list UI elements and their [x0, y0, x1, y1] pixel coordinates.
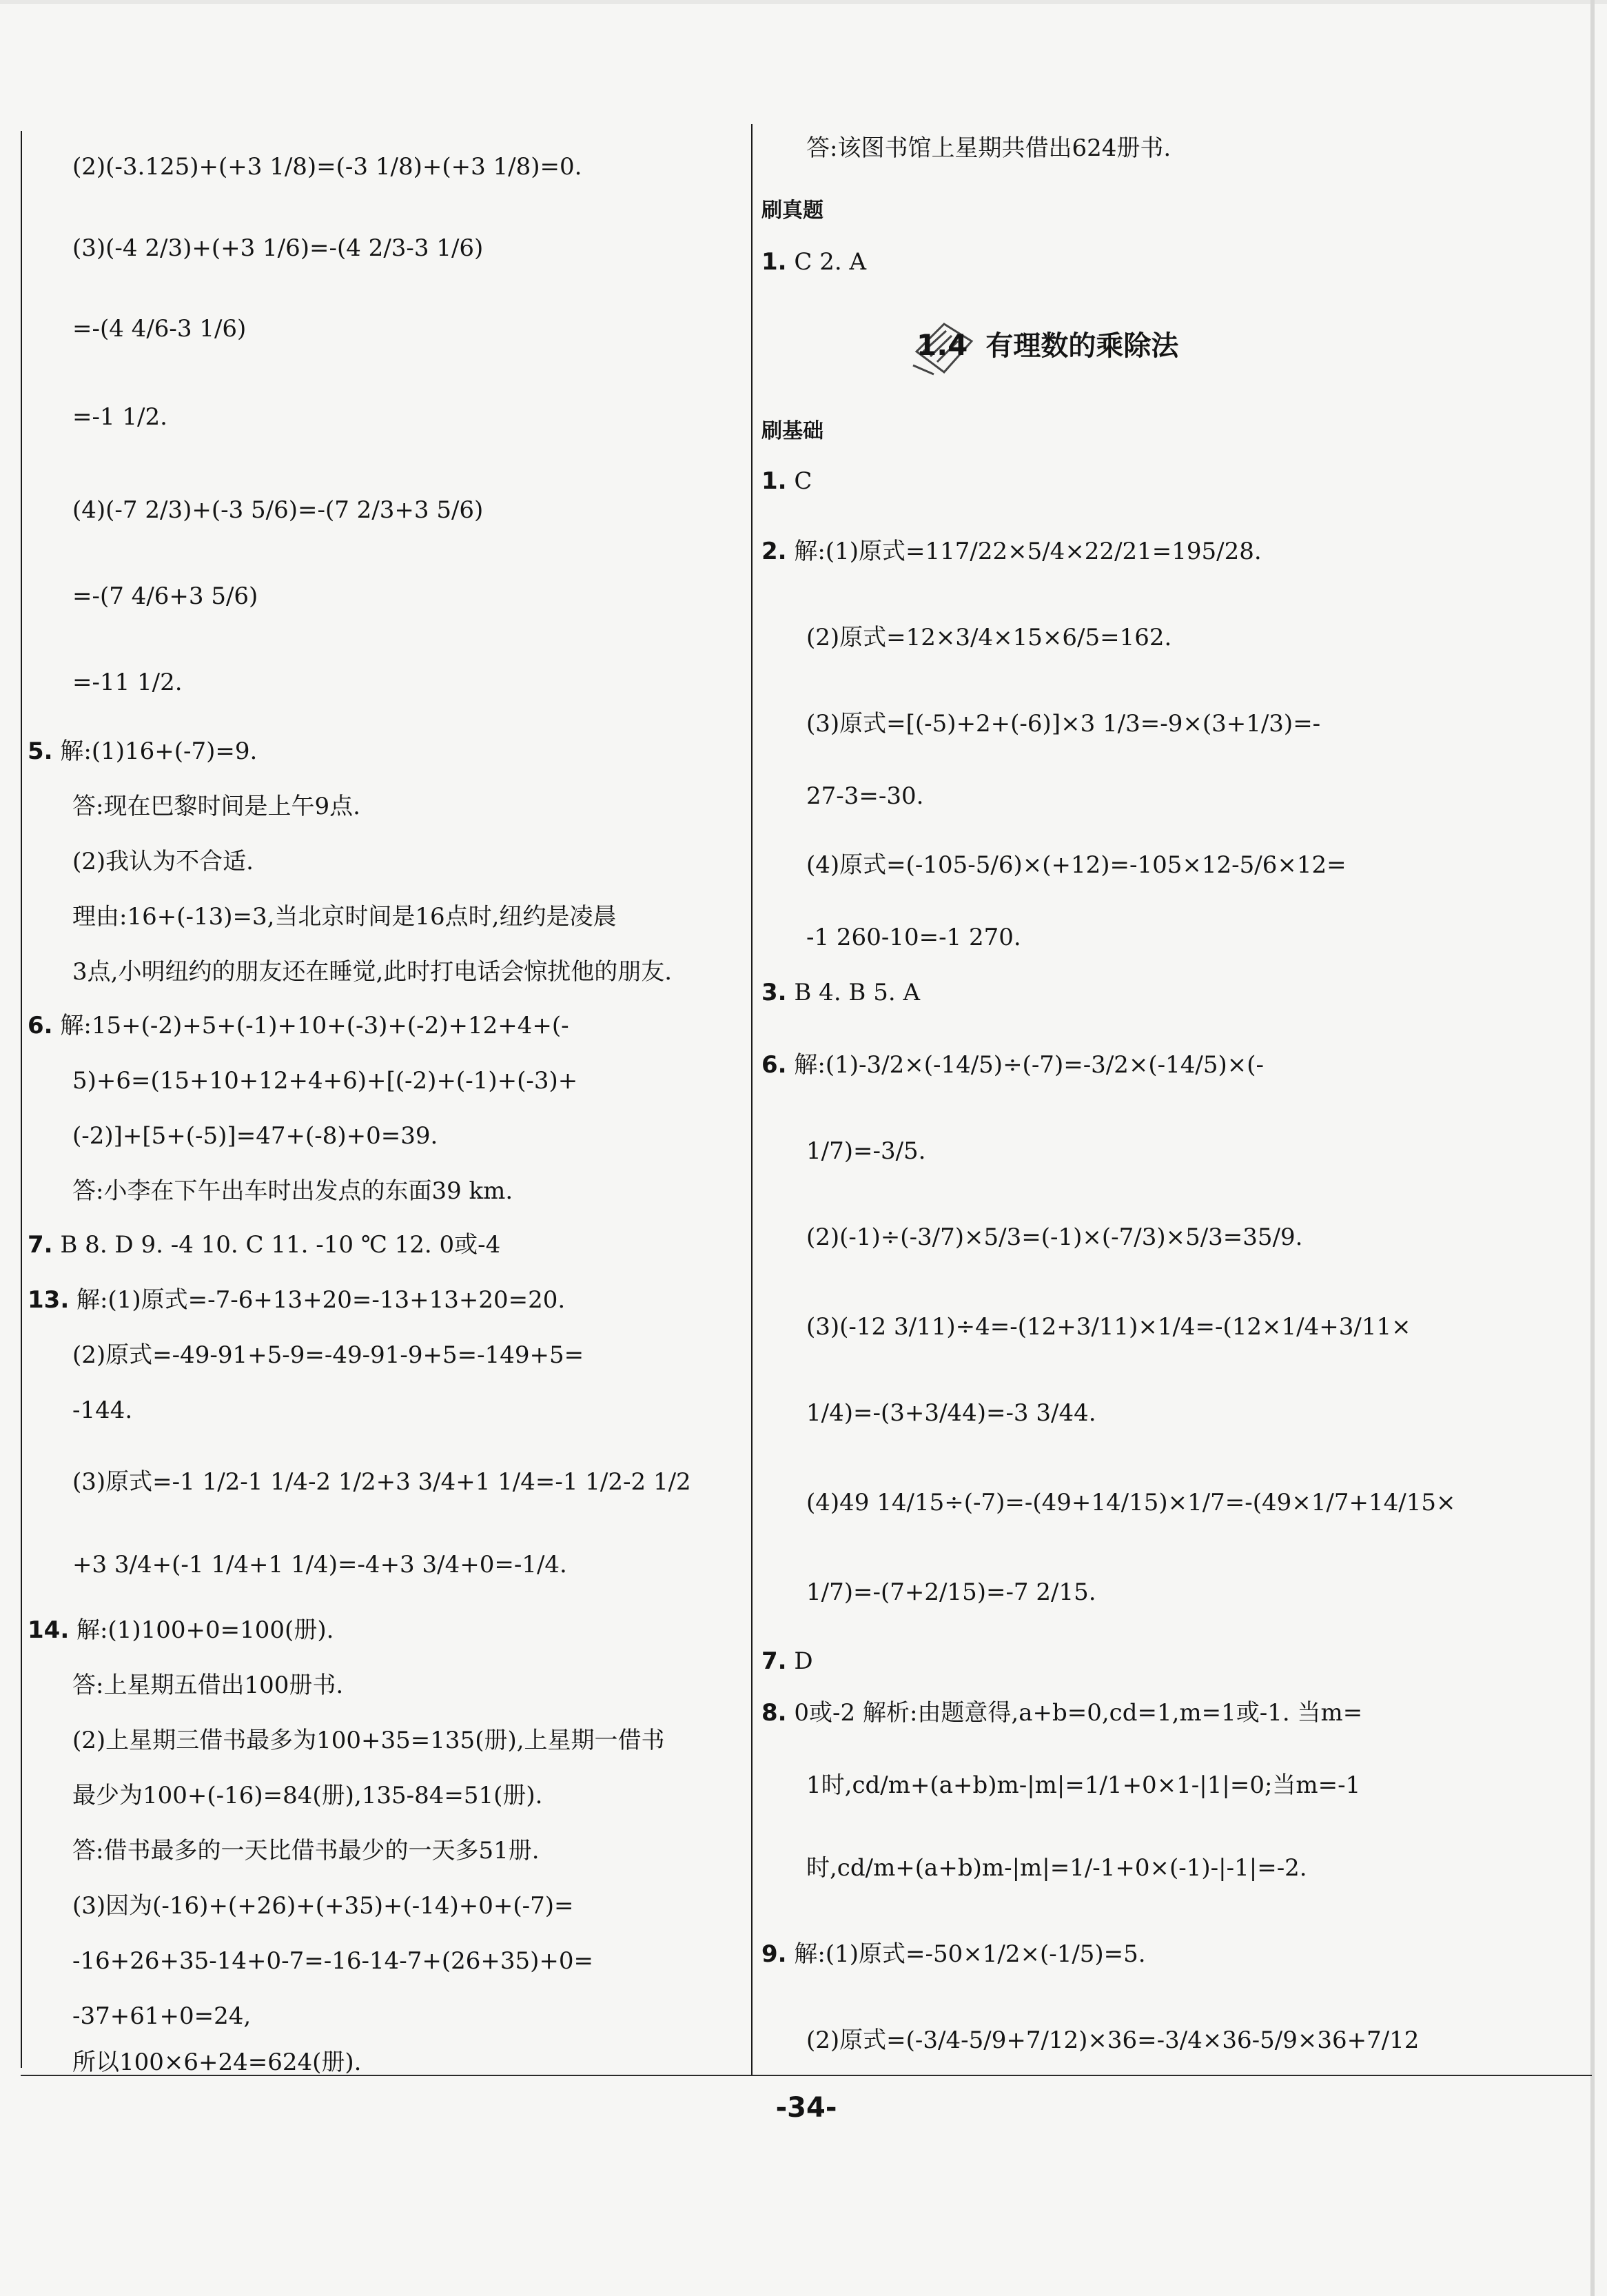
section-name: 有理数的乘除法 — [985, 330, 1179, 362]
answer-line: 5)+6=(15+10+12+4+6)+[(-2)+(-1)+(-3)+ — [72, 1067, 578, 1095]
answer-text: 解:15+(-2)+5+(-1)+10+(-3)+(-2)+12+4+(- — [60, 1012, 569, 1039]
answer-line: (2)(-1)÷(-3/7)×5/3=(-1)×(-7/3)×5/3=35/9. — [806, 1223, 1303, 1251]
answer-line: =-(7 4/6+3 5/6) — [72, 582, 258, 610]
answer-line: 1/4)=-(3+3/44)=-3 3/44. — [806, 1399, 1096, 1427]
answer-line: +3 3/4+(-1 1/4+1 1/4)=-4+3 3/4+0=-1/4. — [72, 1551, 567, 1578]
question-number: 3. — [761, 979, 787, 1006]
section-number: 1.4 — [917, 328, 968, 362]
answer-text: B 8. D 9. -4 10. C 11. -10 ℃ 12. 0或-4 — [60, 1231, 501, 1259]
answer-line: (3)原式=-1 1/2-1 1/4-2 1/2+3 3/4+1 1/4=-1 1/2-2 1/2 — [72, 1468, 691, 1496]
question-number: 1. — [761, 467, 787, 495]
question-line — [761, 979, 920, 1006]
answer-text: 解:(1)16+(-7)=9. — [60, 738, 258, 765]
answer-line: 最少为100+(-16)=84(册),135-84=51(册). — [72, 1782, 543, 1809]
question-number: 14. — [28, 1616, 70, 1644]
answer-text: 解:(1)原式=-50×1/2×(-1/5)=5. — [794, 1940, 1146, 1968]
answer-text: 解:(1)-3/2×(-14/5)÷(-7)=-3/2×(-14/5)×(- — [794, 1051, 1265, 1079]
answer-line: 理由:16+(-13)=3,当北京时间是16点时,纽约是凌晨 — [72, 903, 617, 931]
answer-text: 0或-2 解析:由题意得,a+b=0,cd=1,m=1或-1. 当m= — [794, 1699, 1363, 1727]
question-line — [28, 1012, 569, 1039]
answer-line: (3)(-12 3/11)÷4=-(12+3/11)×1/4=-(12×1/4+3/11× — [806, 1313, 1411, 1341]
question-number: 5. — [28, 738, 53, 765]
question-line — [761, 1699, 1362, 1727]
answer-line: 1/7)=-(7+2/15)=-7 2/15. — [806, 1578, 1096, 1606]
question-line — [28, 738, 257, 765]
section-heading: 刷真题 — [761, 199, 823, 223]
section-title — [917, 324, 1178, 363]
question-line — [28, 1231, 500, 1259]
answer-line: -16+26+35-14+0-7=-16-14-7+(26+35)+0= — [72, 1947, 594, 1975]
answer-line: (4)49 14/15÷(-7)=-(49+14/15)×1/7=-(49×1/7+14/15× — [806, 1489, 1456, 1516]
question-number: 8. — [761, 1699, 787, 1727]
answer-line: (3)(-4 2/3)+(+3 1/6)=-(4 2/3-3 1/6) — [72, 234, 484, 262]
answer-text: 解:(1)原式=117/22×5/4×22/21=195/28. — [794, 538, 1262, 565]
answer-line: 1时,cd/m+(a+b)m-|m|=1/1+0×1-|1|=0;当m=-1 — [806, 1771, 1361, 1799]
answer-line: (2)我认为不合适. — [72, 848, 254, 875]
question-line — [761, 467, 812, 495]
top-edge — [0, 0, 1607, 4]
answer-text: 解:(1)原式=-7-6+13+20=-13+13+20=20. — [76, 1286, 566, 1314]
answer-line: 答:该图书馆上星期共借出624册书. — [806, 134, 1171, 162]
answer-line: (4)原式=(-105-5/6)×(+12)=-105×12-5/6×12= — [806, 851, 1347, 879]
answer-line: 时,cd/m+(a+b)m-|m|=1/-1+0×(-1)-|-1|=-2. — [806, 1854, 1307, 1882]
question-number: 2. — [761, 538, 787, 565]
question-line — [28, 1286, 565, 1314]
answer-line: 答:现在巴黎时间是上午9点. — [72, 793, 360, 820]
answer-line: =-11 1/2. — [72, 669, 183, 696]
answer-line: -144. — [72, 1396, 133, 1424]
column-divider — [751, 124, 753, 2075]
answer-line: =-1 1/2. — [72, 403, 167, 431]
answer-text: B 4. B 5. A — [794, 979, 921, 1006]
question-number: 7. — [28, 1231, 53, 1259]
answer-line: (2)(-3.125)+(+3 1/8)=(-3 1/8)+(+3 1/8)=0. — [72, 153, 582, 181]
question-line — [761, 248, 866, 276]
answer-line: (-2)]+[5+(-5)]=47+(-8)+0=39. — [72, 1122, 438, 1150]
right-edge — [1590, 0, 1595, 2296]
question-number: 6. — [761, 1051, 787, 1079]
answer-text: C 2. A — [794, 248, 867, 276]
answer-line: 答:上星期五借出100册书. — [72, 1672, 344, 1699]
answer-line: (2)上星期三借书最多为100+35=135(册),上星期一借书 — [72, 1727, 665, 1754]
answer-line: 答:小李在下午出车时出发点的东面39 km. — [72, 1177, 513, 1205]
answer-line: 所以100×6+24=624(册). — [72, 2049, 362, 2076]
answer-line: (3)原式=[(-5)+2+(-6)]×3 1/3=-9×(3+1/3)=- — [806, 710, 1321, 738]
answer-line: (4)(-7 2/3)+(-3 5/6)=-(7 2/3+3 5/6) — [72, 496, 484, 524]
answer-text: D — [794, 1647, 813, 1675]
question-line — [761, 1051, 1264, 1079]
question-number: 1. — [761, 248, 787, 276]
answer-line: (2)原式=12×3/4×15×6/5=162. — [806, 624, 1172, 651]
question-line — [761, 1647, 813, 1675]
question-line — [761, 538, 1262, 565]
section-heading: 刷基础 — [761, 419, 823, 443]
answer-line: =-(4 4/6-3 1/6) — [72, 315, 247, 343]
answer-line: 3点,小明纽约的朋友还在睡觉,此时打电话会惊扰他的朋友. — [72, 958, 673, 986]
answer-line: 1/7)=-3/5. — [806, 1137, 926, 1165]
question-number: 7. — [761, 1647, 787, 1675]
answer-line: 27-3=-30. — [806, 782, 924, 810]
answer-text: 解:(1)100+0=100(册). — [76, 1616, 334, 1644]
question-number: 13. — [28, 1286, 70, 1314]
question-line — [28, 1616, 334, 1644]
answer-line: (2)原式=(-3/4-5/9+7/12)×36=-3/4×36-5/9×36+7/12 — [806, 2026, 1420, 2054]
answer-line: (2)原式=-49-91+5-9=-49-91-9+5=-149+5= — [72, 1341, 584, 1369]
answer-line: 答:借书最多的一天比借书最少的一天多51册. — [72, 1837, 540, 1865]
left-margin-line — [21, 131, 22, 2068]
question-number: 9. — [761, 1940, 787, 1968]
answer-line: -1 260-10=-1 270. — [806, 924, 1021, 951]
question-line — [761, 1940, 1146, 1968]
answer-text: C — [794, 467, 812, 495]
page-number: -34- — [775, 2092, 837, 2124]
answer-line: (3)因为(-16)+(+26)+(+35)+(-14)+0+(-7)= — [72, 1892, 574, 1920]
question-number: 6. — [28, 1012, 53, 1039]
answer-line: -37+61+0=24, — [72, 2002, 252, 2030]
